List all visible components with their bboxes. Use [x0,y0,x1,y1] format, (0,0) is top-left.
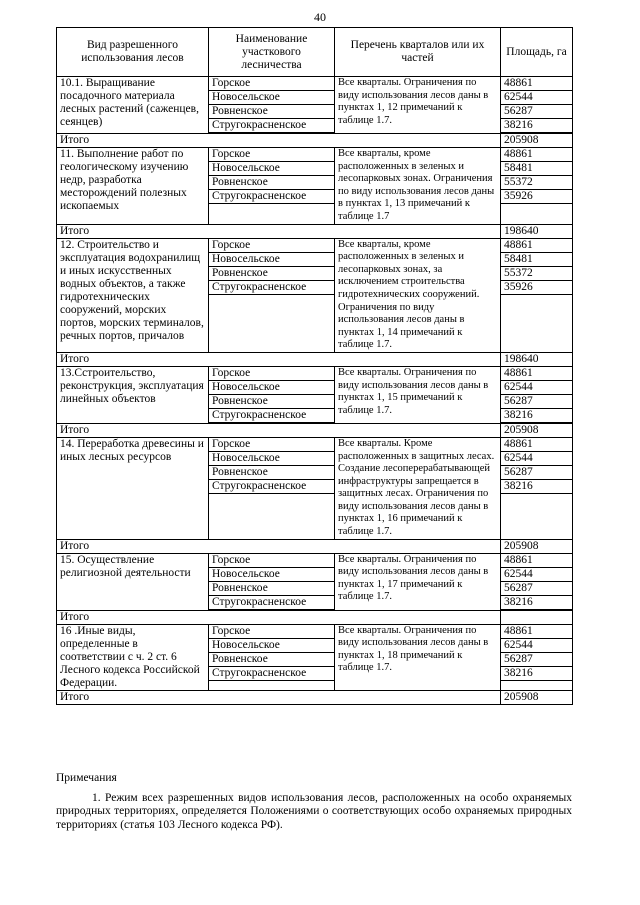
area-value: 62544 [501,381,572,395]
lesnichestvo-name: Новосельское [209,162,334,176]
use-type-cell: 14. Переработка древесины и иных лесных ресурсов [57,437,209,539]
lesnichestvo-name: Горское [209,625,334,639]
lesnichestvo-name: Горское [209,367,334,381]
area-value: 48861 [501,554,572,568]
lesnichestvo-name: Новосельское [209,91,334,105]
area-value: 58481 [501,253,572,267]
notes-title: Примечания [56,772,117,784]
forest-use-table [56,27,573,705]
area-value: 56287 [501,105,572,119]
use-type-cell: 15. Осуществление религиозной деятельности [57,553,209,610]
note-item: 1. Режим всех разрешенных видов использования лесов, расположенных на особо охраняемых природных территориях, определяется Положениями о соответствующих особо охраняемых природных территориях (статья 103 Лесного кодекса РФ). [56,791,572,831]
notes-section [56,772,572,832]
total-row [57,224,573,238]
total-value: 205908 [501,690,573,704]
lesnichestvo-name: Новосельское [209,639,334,653]
lesnichestvo-name: Стругокрасненское [209,281,334,295]
table-row [57,238,573,352]
use-type-cell: 16 .Иные виды, определенные в соответствии с ч. 2 ст. 6 Лесного кодекса Российской Федерации. [57,624,209,690]
table-row [57,624,573,690]
table-row [57,366,573,423]
header-lesnichestvo: Наименование участкового лесничества [209,28,335,77]
header-area: Площадь, га [501,28,573,77]
area-value: 38216 [501,409,572,423]
area-cell [501,553,573,610]
area-value: 62544 [501,568,572,582]
total-value: 205908 [501,134,573,148]
lesnichestvo-name: Новосельское [209,381,334,395]
area-value: 38216 [501,119,572,133]
area-value: 48861 [501,239,572,253]
lesnichestvo-name: Ровненское [209,105,334,119]
area-value: 56287 [501,395,572,409]
total-label: Итого [57,610,501,624]
lesnichestvo-cell [209,624,335,690]
use-type-cell: 10.1. Выращивание посадочного материала лесных растений (саженцев, сеянцев) [57,77,209,134]
lesnichestvo-name: Ровненское [209,582,334,596]
lesnichestvo-name: Горское [209,438,334,452]
area-value: 48861 [501,367,572,381]
total-row [57,539,573,553]
area-value: 55372 [501,176,572,190]
area-value: 35926 [501,281,572,295]
table-body [57,77,573,705]
lesnichestvo-name: Стругокрасненское [209,119,334,133]
table-row [57,553,573,610]
lesnichestvo-cell [209,553,335,610]
total-value: 205908 [501,423,573,437]
area-value: 62544 [501,639,572,653]
lesnichestvo-cell [209,148,335,225]
area-cell [501,77,573,134]
use-type-cell: 12. Строительство и эксплуатация водохранилищ и иных искусственных водных объектов, а также гидротехнических сооружений, морских портов, морских терминалов, речных портов, причалов [57,238,209,352]
area-value: 62544 [501,452,572,466]
area-value: 56287 [501,653,572,667]
table-row [57,437,573,539]
total-label: Итого [57,423,501,437]
area-value: 38216 [501,480,572,494]
kvartaly-cell: Все кварталы, кроме расположенных в зеленых и лесопарковых зонах, за исключением строительства гидротехнических сооружений. Ограничения по виду использования лесов даны в пунктах 1, 14 примечаний к таблице 1.7. [335,238,501,352]
area-value: 48861 [501,148,572,162]
total-row [57,423,573,437]
lesnichestvo-name: Ровненское [209,267,334,281]
kvartaly-cell: Все кварталы. Ограничения по виду использования лесов даны в пунктах 1, 15 примечаний к таблице 1.7. [335,366,501,423]
total-value: 198640 [501,352,573,366]
kvartaly-cell: Все кварталы. Ограничения по виду использования лесов даны в пунктах 1, 12 примечаний к таблице 1.7. [335,77,501,134]
area-value: 35926 [501,190,572,204]
lesnichestvo-name: Стругокрасненское [209,190,334,204]
lesnichestvo-name: Новосельское [209,568,334,582]
table-row [57,77,573,134]
total-value [501,610,573,624]
table-row [57,148,573,225]
header-kvartaly: Перечень кварталов или их частей [335,28,501,77]
lesnichestvo-cell [209,366,335,423]
lesnichestvo-cell [209,238,335,352]
area-value: 56287 [501,466,572,480]
area-value: 38216 [501,667,572,681]
lesnichestvo-name: Стругокрасненское [209,667,334,681]
kvartaly-cell: Все кварталы, кроме расположенных в зеленых и лесопарковых зонах. Ограничения по виду использования лесов даны в пунктах 1, 13 примечаний к таблице 1.7 [335,148,501,225]
total-label: Итого [57,690,501,704]
area-value: 62544 [501,91,572,105]
area-value: 48861 [501,438,572,452]
total-value: 198640 [501,224,573,238]
lesnichestvo-name: Горское [209,148,334,162]
area-cell [501,366,573,423]
area-value: 58481 [501,162,572,176]
kvartaly-cell: Все кварталы. Ограничения по виду использования лесов даны в пунктах 1, 18 примечаний к таблице 1.7. [335,624,501,690]
lesnichestvo-name: Ровненское [209,466,334,480]
lesnichestvo-name: Горское [209,239,334,253]
area-cell [501,148,573,225]
total-label: Итого [57,539,501,553]
total-row [57,352,573,366]
kvartaly-cell: Все кварталы. Ограничения по виду использования лесов даны в пунктах 1, 17 примечаний к таблице 1.7. [335,553,501,610]
lesnichestvo-name: Новосельское [209,253,334,267]
lesnichestvo-name: Ровненское [209,653,334,667]
use-type-cell: 13.Сстроительство, реконструкция, эксплуатация линейных объектов [57,366,209,423]
lesnichestvo-name: Новосельское [209,452,334,466]
lesnichestvo-name: Ровненское [209,395,334,409]
area-value: 48861 [501,77,572,91]
area-cell [501,437,573,539]
area-value: 38216 [501,596,572,610]
lesnichestvo-name: Стругокрасненское [209,596,334,610]
page-number: 40 [314,10,326,24]
lesnichestvo-cell [209,77,335,134]
lesnichestvo-cell [209,437,335,539]
total-label: Итого [57,352,501,366]
lesnichestvo-name: Горское [209,554,334,568]
lesnichestvo-name: Ровненское [209,176,334,190]
total-row [57,690,573,704]
lesnichestvo-name: Стругокрасненское [209,409,334,423]
area-value: 48861 [501,625,572,639]
area-value: 55372 [501,267,572,281]
total-row [57,134,573,148]
total-row [57,610,573,624]
area-value: 56287 [501,582,572,596]
area-cell [501,238,573,352]
area-cell [501,624,573,690]
total-label: Итого [57,224,501,238]
total-value: 205908 [501,539,573,553]
kvartaly-cell: Все кварталы. Кроме расположенных в защитных лесах. Создание лесоперерабатывающей инфраструктуры запрещается в защитных лесах. Ограничения по виду использования лесов даны в пунктах 1, 16 примечаний к таблице 1.7. [335,437,501,539]
use-type-cell: 11. Выполнение работ по геологическому изучению недр, разработка месторождений полезных ископаемых [57,148,209,225]
lesnichestvo-name: Горское [209,77,334,91]
table-header-row [57,28,573,77]
lesnichestvo-name: Стругокрасненское [209,480,334,494]
total-label: Итого [57,134,501,148]
header-use: Вид разрешенного использования лесов [57,28,209,77]
